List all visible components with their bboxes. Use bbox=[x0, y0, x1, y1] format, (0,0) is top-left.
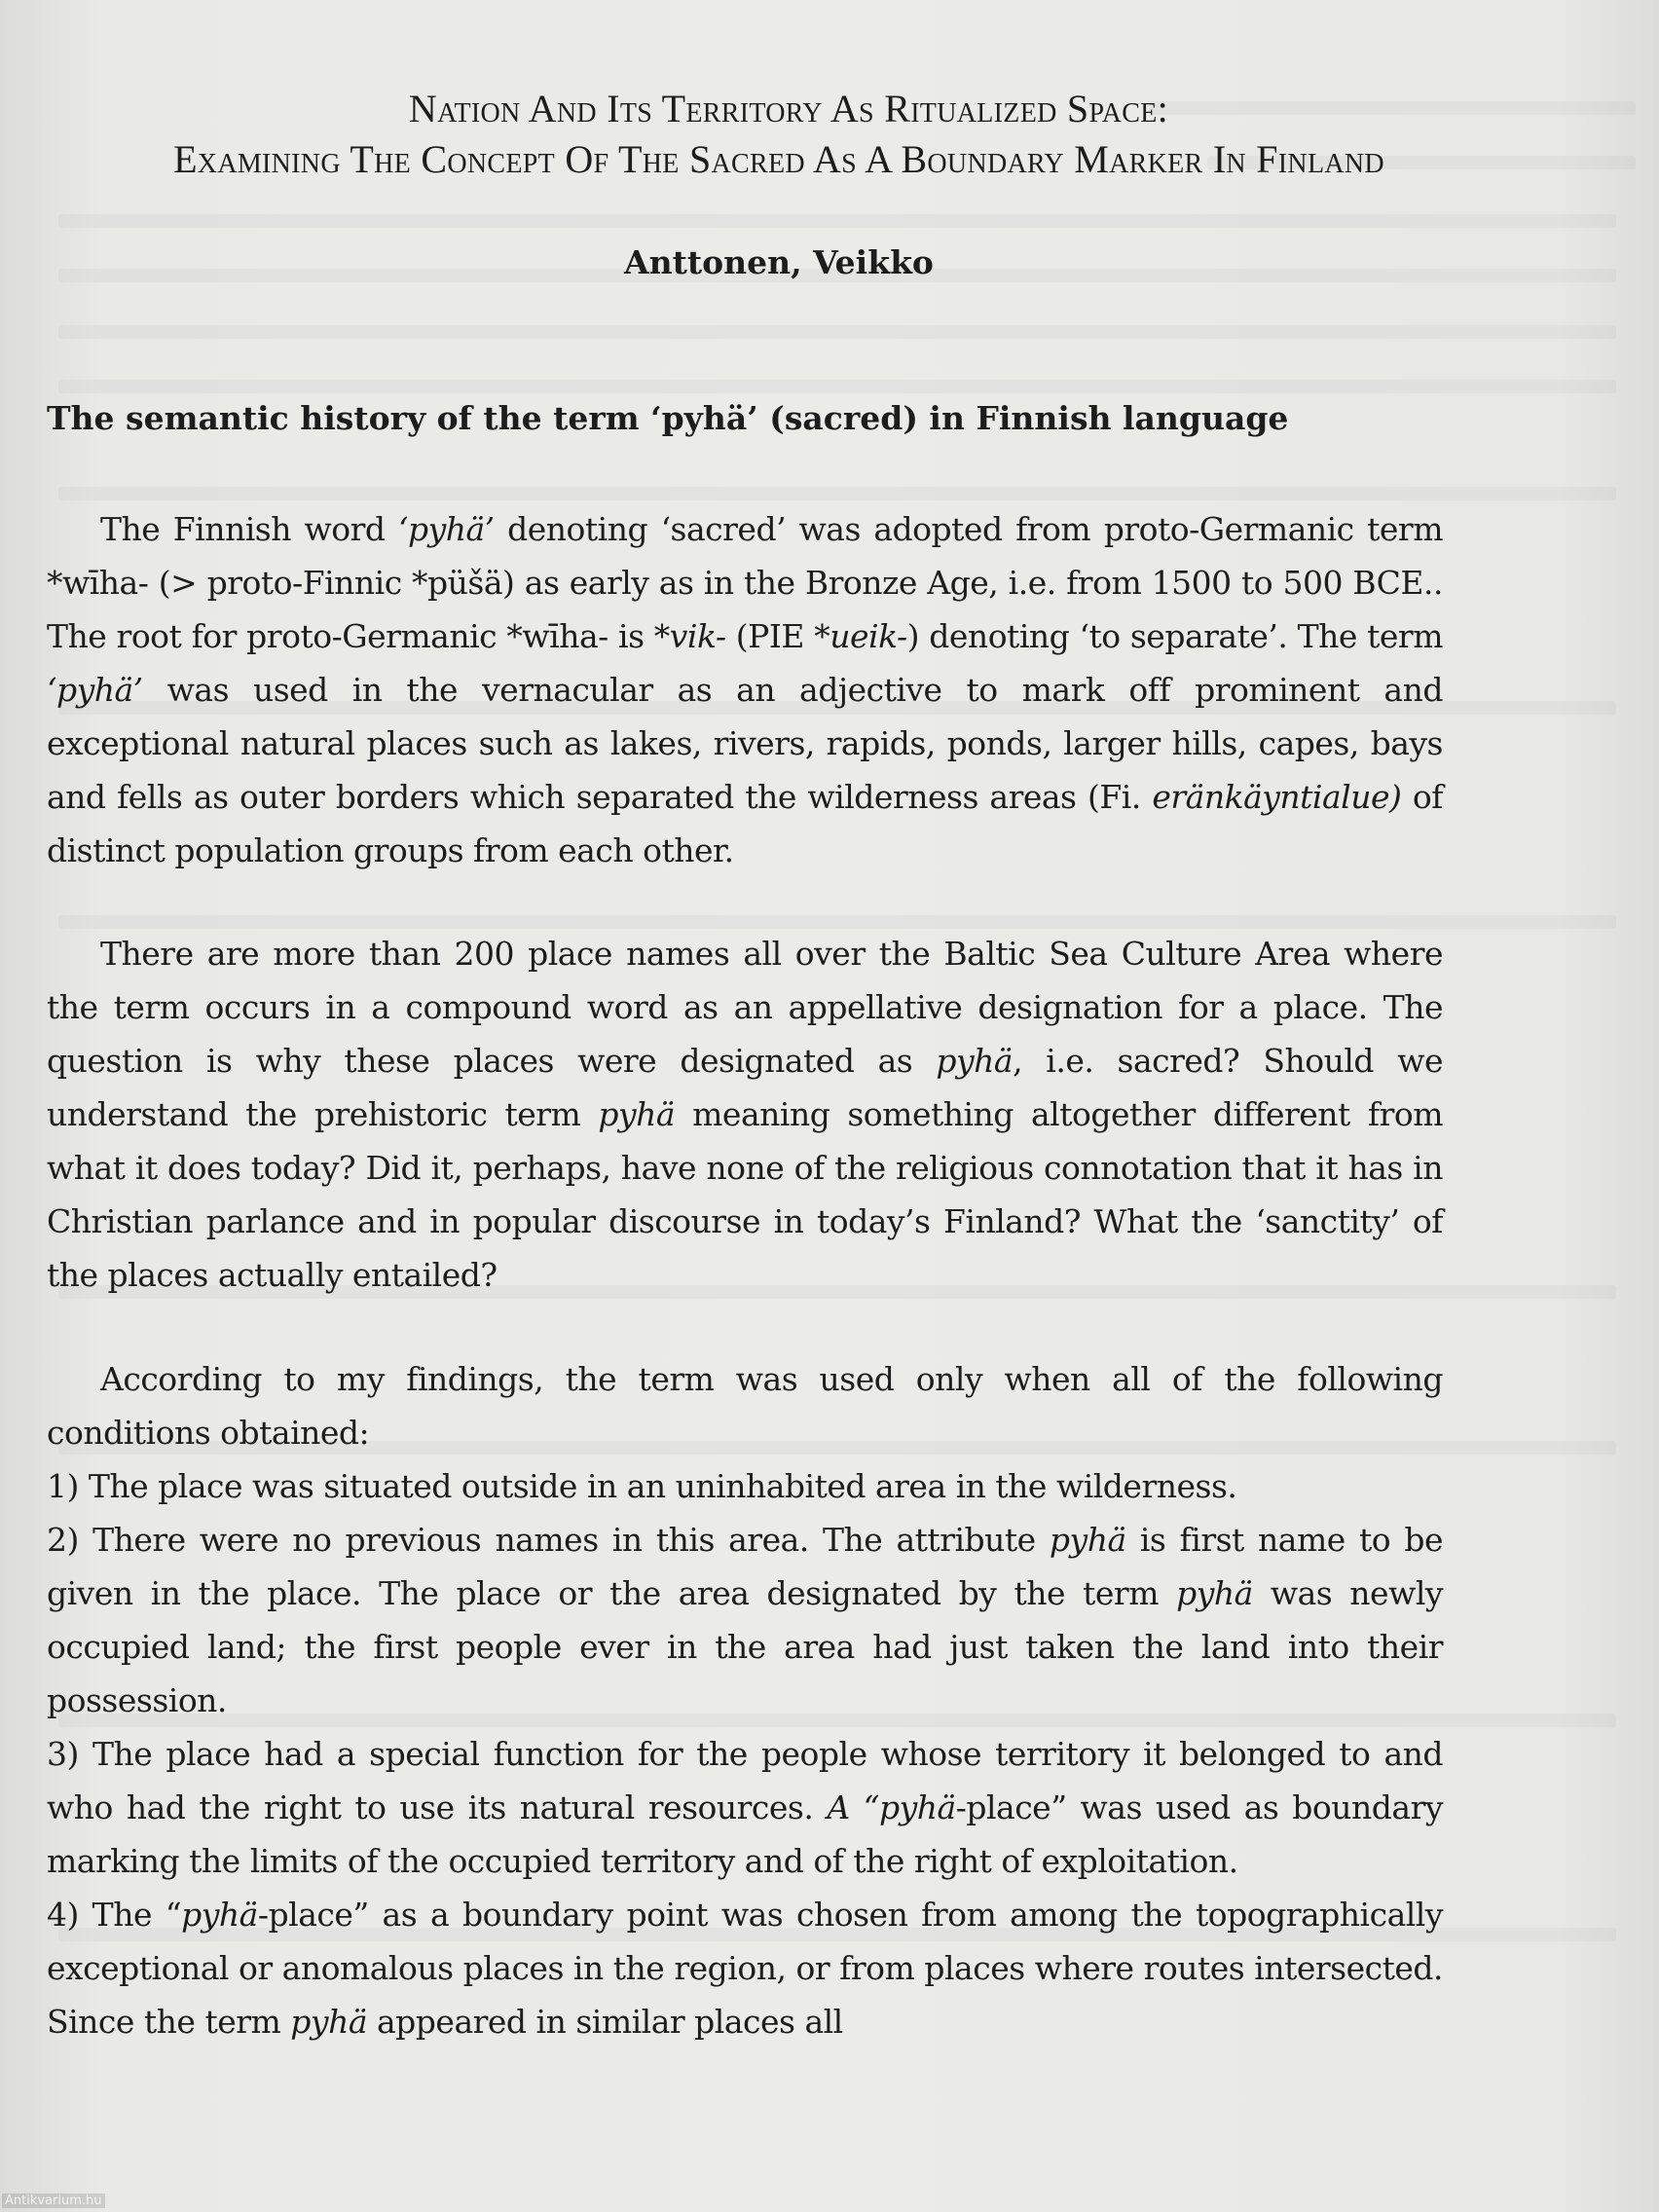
p1-text-6: of distinct population groups from each other. bbox=[47, 778, 1443, 869]
p1-text-4: ) denoting ‘to separate’. The term bbox=[906, 617, 1444, 655]
condition-4 bbox=[47, 1888, 1443, 2048]
p1-text-5: was used in the vernacular as an adjective to mark off prominent and exceptional natural places such as lakes, rivers, rapids, ponds, larger hills, capes, bays and fells as outer borders which separated the wilderness areas (Fi. bbox=[47, 671, 1443, 816]
p2-text-3: meaning something altogether different from what it does today? Did it, perhaps, have none of the religious connotation that it has in Christian parlance and in popular discourse in today’s Finland? What the ‘sanctity’ of the places actually entailed? bbox=[47, 1095, 1444, 1294]
p1-text-2: denoting ‘sacred’ was adopted from proto-Germanic term *wīha- (> proto-Finnic *püšä) as early as in the Bronze Age, i.e. from 1500 to 500 BCE.. The root for proto-Germanic *wīha- is bbox=[47, 510, 1443, 655]
condition-3 bbox=[47, 1727, 1443, 1888]
c4-text-3: appeared in similar places all bbox=[367, 2003, 843, 2041]
p1-italic-5: eränkäyntialue) bbox=[1152, 778, 1402, 816]
c2-italic-2: pyhä bbox=[1176, 1574, 1253, 1612]
p1-text-3: (PIE bbox=[725, 617, 815, 655]
condition-2 bbox=[47, 1513, 1443, 1727]
c3-italic-1: A “pyhä bbox=[827, 1788, 956, 1826]
c2-text-2: is first name to be given in the place. The place or the area designated by the term bbox=[47, 1521, 1443, 1612]
paragraph-1 bbox=[47, 502, 1443, 877]
p3-intro: According to my findings, the term was used only when all of the following conditions obtained: bbox=[47, 1360, 1443, 1452]
p2-text-1: There are more than 200 place names all over the Baltic Sea Culture Area where the term occurs in a compound word as an appellative designation for a place. The question is why these places were designated as bbox=[47, 935, 1443, 1080]
p2-italic-1: pyhä bbox=[936, 1042, 1014, 1080]
section-heading: The semantic history of the term ‘pyhä’ (sacred) in Finnish language bbox=[47, 399, 1289, 437]
p2-text-2: , i.e. sacred? Should we understand the prehistoric term bbox=[47, 1042, 1443, 1133]
p1-text-1: The Finnish word bbox=[100, 510, 398, 548]
paragraph-3 bbox=[47, 1352, 1443, 2048]
c3-text-2: -place” was used as boundary marking the limits of the occupied territory and of the right of exploitation. bbox=[47, 1788, 1443, 1880]
p2-italic-2: pyhä bbox=[598, 1095, 676, 1133]
watermark: Antikvarium.hu bbox=[2, 2194, 105, 2208]
p1-italic-2: *vik- bbox=[653, 617, 726, 655]
p1-italic-4: ‘pyhä’ bbox=[47, 671, 143, 709]
condition-1: 1) The place was situated outside in an uninhabited area in the wilderness. bbox=[47, 1467, 1237, 1505]
p1-italic-3: *ueik- bbox=[814, 617, 907, 655]
title-line-2: Examining The Concept Of The Sacred As A Boundary Marker In Finland bbox=[173, 137, 1384, 181]
c4-text-1: 4) The “ bbox=[47, 1896, 182, 1934]
p1-italic-1: ‘pyhä’ bbox=[397, 510, 495, 548]
author-name: Anttonen, Veikko bbox=[624, 243, 934, 281]
paragraph-2 bbox=[47, 927, 1443, 1302]
c4-text-2: -place” as a boundary point was chosen from among the topographically exceptional or anomalous places in the region, or from places where routes intersected. Since the term bbox=[47, 1896, 1443, 2041]
title-line-1: Nation And Its Territory As Ritualized Space: bbox=[408, 87, 1169, 130]
c2-italic-1: pyhä bbox=[1049, 1521, 1126, 1559]
c4-italic-1: pyhä bbox=[181, 1896, 258, 1934]
c2-text-1: 2) There were no previous names in this area. The attribute bbox=[47, 1521, 1050, 1559]
c4-italic-2: pyhä bbox=[290, 2003, 367, 2041]
c2-text-3: was newly occupied land; the first people ever in the area had just taken the land into their possession. bbox=[47, 1574, 1444, 1719]
c3-text-1: 3) The place had a special function for the people whose territory it belonged to and who had the right to use its natural resources. bbox=[47, 1735, 1443, 1826]
